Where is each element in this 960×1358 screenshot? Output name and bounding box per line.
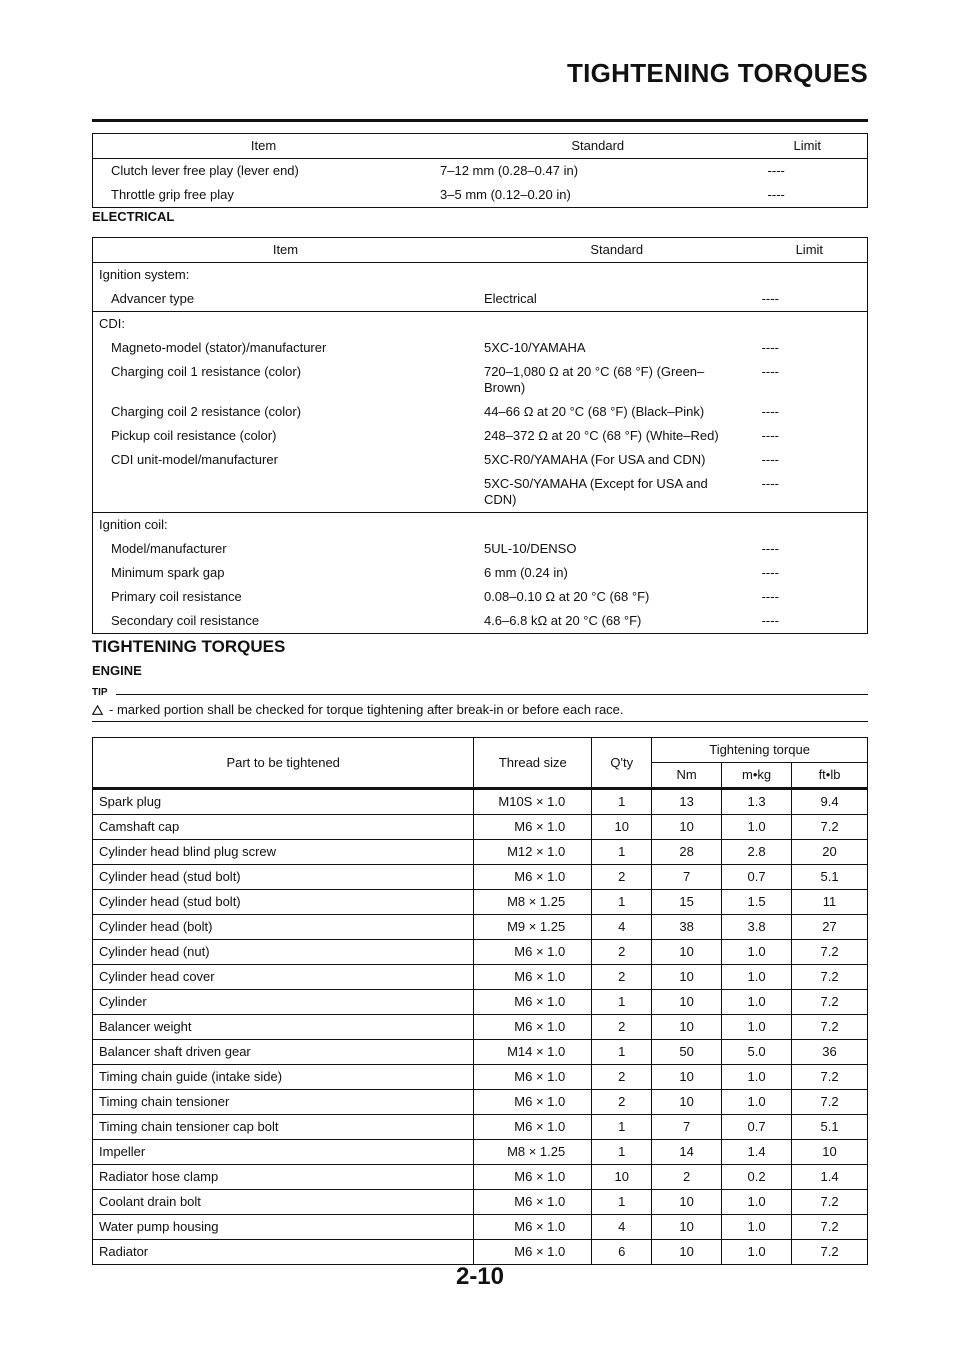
part-cell: Balancer shaft driven gear: [93, 1040, 474, 1065]
table-row: [93, 1165, 868, 1190]
limit-cell: ----: [761, 340, 779, 355]
part-cell: Cylinder head (stud bolt): [93, 865, 474, 890]
table-row: [93, 159, 868, 184]
mkg-cell: 1.0: [722, 965, 792, 990]
ftlb-cell: 7.2: [792, 1240, 868, 1265]
qty-cell: 2: [592, 1090, 652, 1115]
column-header-item: Item: [93, 238, 478, 263]
mkg-cell: 1.0: [722, 990, 792, 1015]
column-header-qty: Q'ty: [592, 738, 652, 788]
thread-size-cell: M14 × 1.0: [474, 1040, 592, 1065]
ftlb-cell: 7.2: [792, 1065, 868, 1090]
part-cell: Impeller: [93, 1140, 474, 1165]
qty-cell: 1: [592, 1140, 652, 1165]
table-row: [93, 1115, 868, 1140]
thread-size-cell: M6 × 1.0: [474, 1190, 592, 1215]
column-header-thread: Thread size: [474, 738, 592, 788]
tip-divider-bottom: [92, 721, 868, 722]
item-cell: CDI unit-model/manufacturer: [111, 452, 278, 467]
column-header-part: Part to be tightened: [93, 738, 474, 788]
group-title-ignition-system: Ignition system:: [99, 267, 190, 282]
group-title-cdi: CDI:: [93, 312, 478, 337]
item-cell: Clutch lever free play (lever end): [111, 163, 299, 178]
table-row: [93, 585, 868, 609]
part-cell: Timing chain tensioner cap bolt: [93, 1115, 474, 1140]
table-row: [93, 1240, 868, 1265]
standard-cell: 720–1,080 Ω at 20 °C (68 °F) (Green–Brown): [483, 364, 705, 395]
column-header-standard: Standard: [478, 238, 756, 263]
thread-size-cell: M9 × 1.25: [474, 915, 592, 940]
tip-text: - marked portion shall be checked for torque tightening after break-in or before each race.: [109, 702, 624, 717]
header-divider: [92, 119, 868, 122]
part-cell: Coolant drain bolt: [93, 1190, 474, 1215]
table-row: [93, 815, 868, 840]
thread-size-cell: M6 × 1.0: [474, 965, 592, 990]
qty-cell: 2: [592, 1015, 652, 1040]
table-row: [93, 965, 868, 990]
thread-size-cell: M12 × 1.0: [474, 840, 592, 865]
table-row: [93, 561, 868, 585]
table-row: [93, 183, 868, 208]
part-cell: Cylinder: [93, 990, 474, 1015]
limit-cell: ----: [761, 476, 779, 491]
mkg-cell: 1.0: [722, 1215, 792, 1240]
tip-label: TIP: [92, 687, 108, 698]
nm-cell: 10: [652, 1065, 722, 1090]
torque-table-header: [93, 738, 868, 763]
mkg-cell: 1.4: [722, 1140, 792, 1165]
limit-cell: ----: [761, 428, 779, 443]
nm-cell: 10: [652, 1215, 722, 1240]
table-row: [93, 990, 868, 1015]
limit-cell: ----: [761, 589, 779, 604]
mkg-cell: 0.2: [722, 1165, 792, 1190]
table-row: [93, 940, 868, 965]
nm-cell: 38: [652, 915, 722, 940]
triangle-mark-icon: [92, 705, 103, 715]
table-row: [93, 609, 868, 634]
table-row: [93, 890, 868, 915]
column-header-nm: Nm: [652, 763, 722, 788]
nm-cell: 10: [652, 1190, 722, 1215]
mkg-cell: 1.3: [722, 789, 792, 815]
item-cell: Charging coil 2 resistance (color): [111, 404, 302, 419]
table-row: [93, 1190, 868, 1215]
part-cell: Camshaft cap: [93, 815, 474, 840]
group-title-ignition-coil: Ignition coil:: [93, 513, 478, 538]
table-row: [93, 287, 868, 312]
standard-cell: 6 mm (0.24 in): [483, 565, 568, 580]
mkg-cell: 1.0: [722, 1065, 792, 1090]
table-row: [93, 1065, 868, 1090]
qty-cell: 4: [592, 1215, 652, 1240]
nm-cell: 50: [652, 1040, 722, 1065]
nm-cell: 2: [652, 1165, 722, 1190]
standard-cell: 4.6–6.8 kΩ at 20 °C (68 °F): [483, 613, 642, 628]
qty-cell: 2: [592, 1065, 652, 1090]
standard-cell: 5XC-10/YAMAHA: [483, 340, 586, 355]
qty-cell: 6: [592, 1240, 652, 1265]
mkg-cell: 5.0: [722, 1040, 792, 1065]
item-cell: Minimum spark gap: [111, 565, 225, 580]
qty-cell: 10: [592, 1165, 652, 1190]
table-row: [93, 360, 868, 400]
qty-cell: 2: [592, 940, 652, 965]
thread-size-cell: M6 × 1.0: [474, 815, 592, 840]
part-cell: Radiator hose clamp: [93, 1165, 474, 1190]
group-title-row: [93, 312, 868, 337]
item-cell: Secondary coil resistance: [111, 613, 260, 628]
table-row: [93, 1140, 868, 1165]
column-header-limit: Limit: [756, 238, 868, 263]
mkg-cell: 0.7: [722, 865, 792, 890]
nm-cell: 10: [652, 1090, 722, 1115]
part-cell: Cylinder head (bolt): [93, 915, 474, 940]
limit-cell: ----: [767, 187, 785, 202]
table-row: [93, 840, 868, 865]
table-row: [93, 400, 868, 424]
standard-cell: 5XC-S0/YAMAHA (Except for USA and CDN): [483, 476, 708, 507]
standard-cell: 44–66 Ω at 20 °C (68 °F) (Black–Pink): [483, 404, 705, 419]
nm-cell: 7: [652, 865, 722, 890]
ftlb-cell: 27: [792, 915, 868, 940]
table-row: [93, 472, 868, 513]
page-number: 2-10: [455, 1263, 505, 1290]
part-cell: Spark plug: [93, 789, 474, 815]
item-cell: Model/manufacturer: [111, 541, 227, 556]
qty-cell: 1: [592, 789, 652, 815]
limit-cell: ----: [761, 541, 779, 556]
qty-cell: 2: [592, 965, 652, 990]
limit-cell: ----: [767, 163, 785, 178]
ftlb-cell: 5.1: [792, 1115, 868, 1140]
table-row: [93, 424, 868, 448]
part-cell: Balancer weight: [93, 1015, 474, 1040]
table-row: [93, 915, 868, 940]
ftlb-cell: 7.2: [792, 1090, 868, 1115]
table-row: [93, 789, 868, 815]
part-cell: Cylinder head (stud bolt): [93, 890, 474, 915]
limit-cell: ----: [761, 364, 779, 379]
nm-cell: 10: [652, 940, 722, 965]
thread-size-cell: M6 × 1.0: [474, 1165, 592, 1190]
spec-table: [92, 133, 868, 208]
column-header-mkg: m•kg: [722, 763, 792, 788]
thread-size-cell: M6 × 1.0: [474, 865, 592, 890]
nm-cell: 10: [652, 815, 722, 840]
nm-cell: 10: [652, 1240, 722, 1265]
item-cell: Pickup coil resistance (color): [111, 428, 277, 443]
ftlb-cell: 7.2: [792, 940, 868, 965]
ftlb-cell: 10: [792, 1140, 868, 1165]
item-cell: [93, 472, 478, 513]
ftlb-cell: 7.2: [792, 1015, 868, 1040]
thread-size-cell: M6 × 1.0: [474, 1240, 592, 1265]
electrical-table: [92, 237, 868, 634]
limit-cell: ----: [761, 452, 779, 467]
table-row: [93, 537, 868, 561]
engine-subheading: ENGINE: [92, 663, 142, 678]
thread-size-cell: M6 × 1.0: [474, 990, 592, 1015]
mkg-cell: 1.0: [722, 1015, 792, 1040]
qty-cell: 4: [592, 915, 652, 940]
nm-cell: 15: [652, 890, 722, 915]
standard-cell: 248–372 Ω at 20 °C (68 °F) (White–Red): [483, 428, 719, 443]
thread-size-cell: M8 × 1.25: [474, 1140, 592, 1165]
thread-size-cell: M6 × 1.0: [474, 940, 592, 965]
group-title-row: [93, 263, 868, 288]
standard-cell: 5XC-R0/YAMAHA (For USA and CDN): [483, 452, 706, 467]
tip-divider-top: [116, 694, 868, 695]
mkg-cell: 1.5: [722, 890, 792, 915]
ftlb-cell: 5.1: [792, 865, 868, 890]
torque-table: [92, 737, 868, 1265]
part-cell: Timing chain guide (intake side): [93, 1065, 474, 1090]
item-cell: Magneto-model (stator)/manufacturer: [111, 340, 327, 355]
thread-size-cell: M6 × 1.0: [474, 1015, 592, 1040]
mkg-cell: 1.0: [722, 1240, 792, 1265]
ftlb-cell: 36: [792, 1040, 868, 1065]
table-row: [93, 1015, 868, 1040]
item-cell: Primary coil resistance: [111, 589, 242, 604]
ftlb-cell: 7.2: [792, 1190, 868, 1215]
nm-cell: 28: [652, 840, 722, 865]
qty-cell: 1: [592, 890, 652, 915]
ftlb-cell: 20: [792, 840, 868, 865]
torque-table-body: [93, 789, 868, 1265]
ftlb-cell: 7.2: [792, 1215, 868, 1240]
standard-cell: 3–5 mm (0.12–0.20 in): [440, 187, 571, 202]
table-row: [93, 336, 868, 360]
limit-cell: ----: [761, 565, 779, 580]
mkg-cell: 0.7: [722, 1115, 792, 1140]
nm-cell: 10: [652, 990, 722, 1015]
part-cell: Radiator: [93, 1240, 474, 1265]
part-cell: Cylinder head blind plug screw: [93, 840, 474, 865]
qty-cell: 1: [592, 1190, 652, 1215]
mkg-cell: 1.0: [722, 1190, 792, 1215]
thread-size-cell: M6 × 1.0: [474, 1090, 592, 1115]
nm-cell: 14: [652, 1140, 722, 1165]
column-header-standard: Standard: [434, 134, 762, 159]
qty-cell: 10: [592, 815, 652, 840]
table-row: [93, 1040, 868, 1065]
item-cell: Charging coil 1 resistance (color): [111, 364, 302, 379]
standard-cell: 7–12 mm (0.28–0.47 in): [440, 163, 579, 178]
qty-cell: 1: [592, 990, 652, 1015]
section-heading: TIGHTENING TORQUES: [92, 637, 286, 656]
standard-cell: Electrical: [483, 291, 537, 306]
qty-cell: 1: [592, 1115, 652, 1140]
thread-size-cell: M6 × 1.0: [474, 1215, 592, 1240]
ftlb-cell: 7.2: [792, 965, 868, 990]
thread-size-cell: M8 × 1.25: [474, 890, 592, 915]
electrical-section-label: ELECTRICAL: [92, 209, 175, 224]
page-title: TIGHTENING TORQUES: [566, 58, 868, 88]
ftlb-cell: 7.2: [792, 815, 868, 840]
standard-cell: 5UL-10/DENSO: [483, 541, 577, 556]
spec-table-header: [93, 134, 868, 159]
table-row: [93, 865, 868, 890]
item-cell: Advancer type: [111, 291, 195, 306]
nm-cell: 13: [652, 789, 722, 815]
thread-size-cell: M6 × 1.0: [474, 1065, 592, 1090]
column-header-torque: Tightening torque: [652, 738, 868, 763]
ftlb-cell: 11: [792, 890, 868, 915]
electrical-table-header: [93, 238, 868, 263]
column-header-limit: Limit: [762, 134, 868, 159]
mkg-cell: 3.8: [722, 915, 792, 940]
ftlb-cell: 9.4: [792, 789, 868, 815]
qty-cell: 1: [592, 840, 652, 865]
nm-cell: 10: [652, 1015, 722, 1040]
table-row: [93, 448, 868, 472]
part-cell: Cylinder head (nut): [93, 940, 474, 965]
column-header-item: Item: [93, 134, 435, 159]
nm-cell: 7: [652, 1115, 722, 1140]
tip-note: [92, 702, 624, 717]
mkg-cell: 2.8: [722, 840, 792, 865]
thread-size-cell: M10S × 1.0: [474, 789, 592, 815]
limit-cell: ----: [761, 291, 779, 306]
group-title-row: [93, 513, 868, 538]
limit-cell: ----: [761, 404, 779, 419]
qty-cell: 2: [592, 865, 652, 890]
mkg-cell: 1.0: [722, 1090, 792, 1115]
thread-size-cell: M6 × 1.0: [474, 1115, 592, 1140]
part-cell: Timing chain tensioner: [93, 1090, 474, 1115]
qty-cell: 1: [592, 1040, 652, 1065]
part-cell: Water pump housing: [93, 1215, 474, 1240]
nm-cell: 10: [652, 965, 722, 990]
table-row: [93, 1215, 868, 1240]
part-cell: Cylinder head cover: [93, 965, 474, 990]
table-row: [93, 1090, 868, 1115]
limit-cell: ----: [761, 613, 779, 628]
ftlb-cell: 7.2: [792, 990, 868, 1015]
item-cell: Throttle grip free play: [111, 187, 234, 202]
column-header-ftlb: ft•lb: [792, 763, 868, 788]
ftlb-cell: 1.4: [792, 1165, 868, 1190]
mkg-cell: 1.0: [722, 815, 792, 840]
standard-cell: 0.08–0.10 Ω at 20 °C (68 °F): [483, 589, 650, 604]
mkg-cell: 1.0: [722, 940, 792, 965]
